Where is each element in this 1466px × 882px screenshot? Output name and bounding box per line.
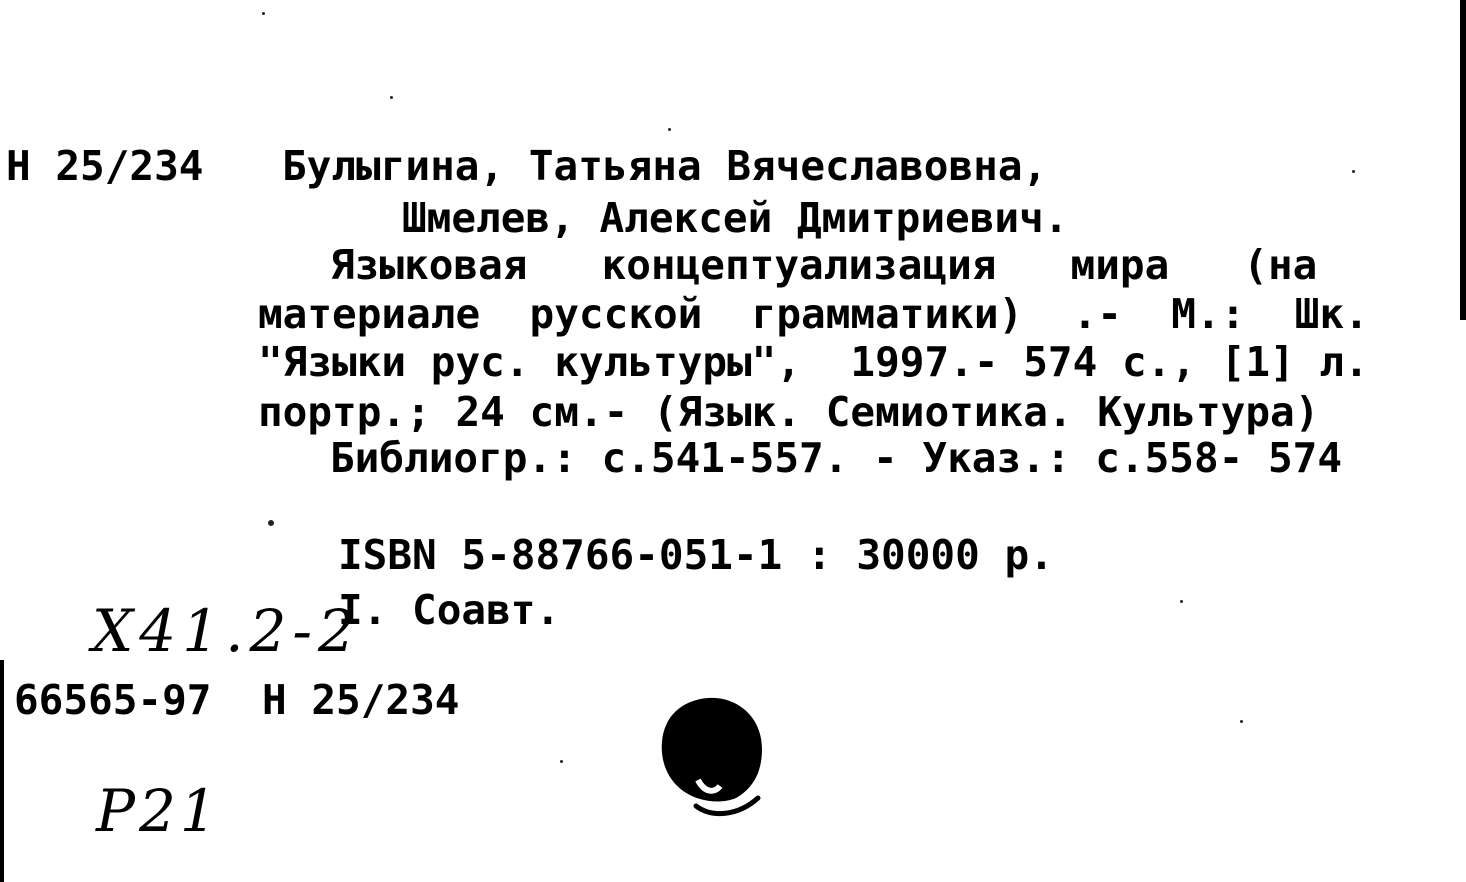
- punch-hole-blot: [658, 694, 768, 824]
- handwritten-classification: Х41.2-2: [92, 597, 361, 665]
- shelf-mark: Н 25/234: [6, 142, 204, 190]
- scan-speck: [262, 12, 265, 15]
- inventory-number: 66565-97: [14, 676, 212, 724]
- title-line-3: "Языки рус. культуры", 1997.- 574 с., [1] л.: [258, 338, 1369, 386]
- title-line-4: портр.; 24 см.- (Язык. Семиотика. Культура): [258, 388, 1320, 436]
- scan-speck: [390, 96, 393, 99]
- isbn-line: ISBN 5-88766-051-1 : 30000 р.: [338, 531, 1054, 579]
- scan-speck: [560, 760, 563, 763]
- handwritten-code: Р21: [96, 777, 221, 845]
- scan-speck: [268, 520, 274, 526]
- card-edge-shadow-left: [0, 660, 4, 882]
- coauthor-line: Шмелев, Алексей Дмитриевич.: [402, 194, 1069, 242]
- tracing-line: I. Соавт.: [338, 586, 561, 634]
- title-line-1: Языковая концептуализация мира (на: [330, 241, 1318, 289]
- inventory-shelf-mark: Н 25/234: [262, 676, 460, 724]
- title-line-2: материале русской грамматики) .- М.: Шк.: [258, 290, 1369, 338]
- card-edge-shadow-right: [1460, 0, 1466, 320]
- author-line: Булыгина, Татьяна Вячеславовна,: [282, 142, 1048, 190]
- scan-speck: [1240, 720, 1243, 723]
- scan-speck: [1180, 600, 1183, 603]
- scan-speck: [1352, 170, 1355, 173]
- scan-speck: [668, 128, 671, 131]
- bibliography-line: Библиогр.: с.541-557. - Указ.: с.558- 574: [330, 434, 1343, 482]
